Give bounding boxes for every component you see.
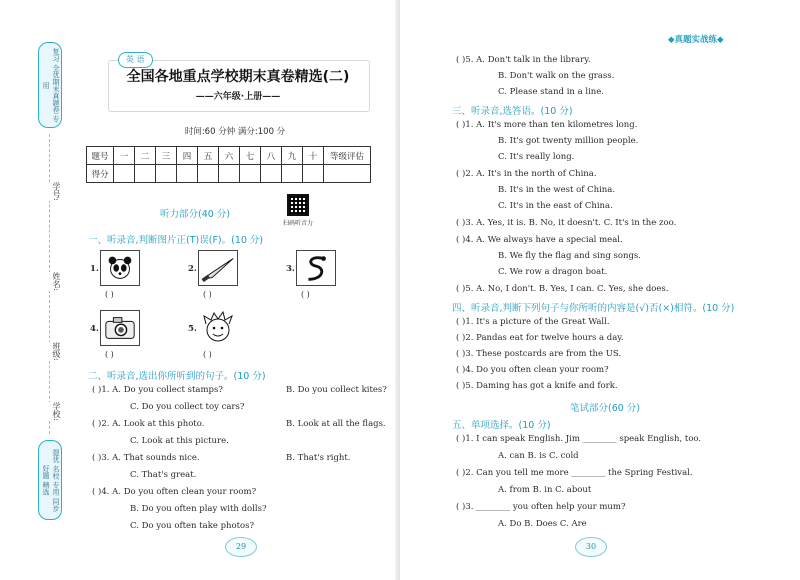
question-5-1-options: A. can B. is C. cold <box>498 451 579 461</box>
question-4-4: ( )4. Do you often clean your room? <box>456 365 609 375</box>
qr-caption: 扫码听音力 <box>282 220 313 227</box>
question-2-3-a: ( )3. A. That sounds nice. <box>92 453 200 463</box>
question-3-1-b: B. It's got twenty million people. <box>498 136 639 146</box>
question-3-2-a: ( )2. A. It's in the north of China. <box>456 169 597 179</box>
page-number-left: 29 <box>225 537 257 557</box>
score-cell[interactable] <box>324 165 371 183</box>
side-strip <box>38 42 64 520</box>
grade-label: ——六年级·上册—— <box>195 92 281 102</box>
question-3-1-c: C. It's really long. <box>498 152 575 162</box>
answer-blank[interactable]: ( ) <box>203 290 212 299</box>
section-1-title: 一、听录音,判断图片正(T)误(F)。(10 分) <box>88 235 264 246</box>
score-row-label: 得分 <box>87 165 114 183</box>
label-grade: 班级: <box>40 342 62 361</box>
question-2-4-b: B. Do you often play with dolls? <box>130 504 267 514</box>
section-4-title: 四、听录音,判断下列句子与你所听的内容是(√)否(×)相符。(10 分) <box>452 303 735 314</box>
qr-code-icon[interactable] <box>287 194 309 216</box>
listening-title: 听力部分(40 分) <box>160 209 231 220</box>
question-4-1: ( )1. It's a picture of the Great Wall. <box>456 317 610 327</box>
page-banner: ◆真题实战练◆ <box>668 35 724 45</box>
section-5-title: 五、单项选择。(10 分) <box>452 420 551 431</box>
score-table <box>86 146 371 183</box>
question-3-1-a: ( )1. A. It's more than ten kilometres long. <box>456 120 638 130</box>
score-header: 四 <box>177 147 198 165</box>
pic-number: 5. <box>188 324 197 334</box>
score-header: 七 <box>240 147 261 165</box>
score-row <box>87 165 371 183</box>
question-4-5: ( )5. Daming has got a knife and fork. <box>456 381 618 391</box>
score-cell[interactable] <box>198 165 219 183</box>
question-3-4-a: ( )4. A. We always have a special meal. <box>456 235 623 245</box>
question-3-3: ( )3. A. Yes, it is. B. No, it doesn't. C. It's in the zoo. <box>456 218 677 228</box>
label-school: 学校: <box>40 402 62 421</box>
question-5-3-options: A. Do B. Does C. Are <box>498 519 587 529</box>
score-header: 八 <box>261 147 282 165</box>
score-cell[interactable] <box>261 165 282 183</box>
pic-number: 2. <box>188 264 197 274</box>
boy-face-picture <box>198 310 238 346</box>
answer-blank[interactable]: ( ) <box>301 290 310 299</box>
side-badge-bottom: 提优 名校 专用 同步 好题 精选 <box>38 440 62 520</box>
answer-blank[interactable]: ( ) <box>105 350 114 359</box>
question-2-1-b: B. Do you collect kites? <box>286 385 387 395</box>
question-2-3-c: C. That's great. <box>130 470 197 480</box>
section-2-title: 二、听录音,选出你所听到的句子。(10 分) <box>88 371 266 382</box>
panda-picture <box>100 250 140 286</box>
question-2-2-c: C. Look at this picture. <box>130 436 229 446</box>
question-2-5-c: C. Please stand in a line. <box>498 87 605 97</box>
question-5-1: ( )1. I can speak English. Jim ________ speak English, too. <box>456 434 702 444</box>
question-2-2-a: ( )2. A. Look at this photo. <box>92 419 205 429</box>
subject-badge: 英 语 <box>118 52 153 68</box>
score-header: 三 <box>156 147 177 165</box>
question-4-3: ( )3. These postcards are from the US. <box>456 349 622 359</box>
score-cell[interactable] <box>282 165 303 183</box>
score-cell[interactable] <box>177 165 198 183</box>
question-3-2-c: C. It's in the east of China. <box>498 201 613 211</box>
question-3-2-b: B. It's in the west of China. <box>498 185 616 195</box>
section-3-title: 三、听录音,选答语。(10 分) <box>452 106 573 117</box>
answer-blank[interactable]: ( ) <box>105 290 114 299</box>
question-2-5-b: B. Don't walk on the grass. <box>498 71 615 81</box>
label-name: 姓名: <box>40 272 62 291</box>
question-2-4-c: C. Do you often take photos? <box>130 521 255 531</box>
score-cell[interactable] <box>114 165 135 183</box>
score-cell[interactable] <box>240 165 261 183</box>
time-info: 时间:60 分钟 满分:100 分 <box>184 127 286 137</box>
score-cell[interactable] <box>156 165 177 183</box>
pic-number: 1. <box>90 264 99 274</box>
score-header: 十 <box>303 147 324 165</box>
score-header: 九 <box>282 147 303 165</box>
question-5-3: ( )3. ________ you often help your mum? <box>456 502 626 512</box>
score-cell[interactable] <box>135 165 156 183</box>
page-title: 全国各地重点学校期末真卷精选(二) <box>126 69 350 85</box>
score-header: 二 <box>135 147 156 165</box>
score-header: 一 <box>114 147 135 165</box>
written-part-title: 笔试部分(60 分) <box>570 403 641 414</box>
score-header: 等级评估 <box>324 147 371 165</box>
score-header: 题号 <box>87 147 114 165</box>
question-3-5: ( )5. A. No, I don't. B. Yes, I can. C. Yes, she does. <box>456 284 669 294</box>
camera-picture <box>100 310 140 346</box>
question-5-2: ( )2. Can you tell me more ________ the Spring Festival. <box>456 468 693 478</box>
page-number-right: 30 <box>575 537 607 557</box>
question-4-2: ( )2. Pandas eat for twelve hours a day. <box>456 333 624 343</box>
snake-picture <box>296 250 336 286</box>
score-cell[interactable] <box>219 165 240 183</box>
answer-blank[interactable]: ( ) <box>203 350 212 359</box>
question-2-2-b: B. Look at all the flags. <box>286 419 386 429</box>
pic-number: 3. <box>286 264 295 274</box>
question-3-4-c: C. We row a dragon boat. <box>498 267 608 277</box>
question-2-5-a: ( )5. A. Don't talk in the library. <box>456 55 591 65</box>
right-page <box>400 0 800 580</box>
score-header: 六 <box>219 147 240 165</box>
label-class: 学号: <box>40 182 62 201</box>
question-2-1-a: ( )1. A. Do you collect stamps? <box>92 385 223 395</box>
question-3-4-b: B. We fly the flag and sing songs. <box>498 251 641 261</box>
question-2-4-a: ( )4. A. Do you often clean your room? <box>92 487 257 497</box>
question-2-3-b: B. That's right. <box>286 453 351 463</box>
score-header: 五 <box>198 147 219 165</box>
question-2-1-c: C. Do you collect toy cars? <box>130 402 245 412</box>
question-5-2-options: A. from B. in C. about <box>498 485 592 495</box>
score-header-row <box>87 147 371 165</box>
knife-picture <box>198 250 238 286</box>
side-badge-top: 复习 全优期末真题卷 专用 <box>38 42 62 128</box>
pic-number: 4. <box>90 324 99 334</box>
score-cell[interactable] <box>303 165 324 183</box>
